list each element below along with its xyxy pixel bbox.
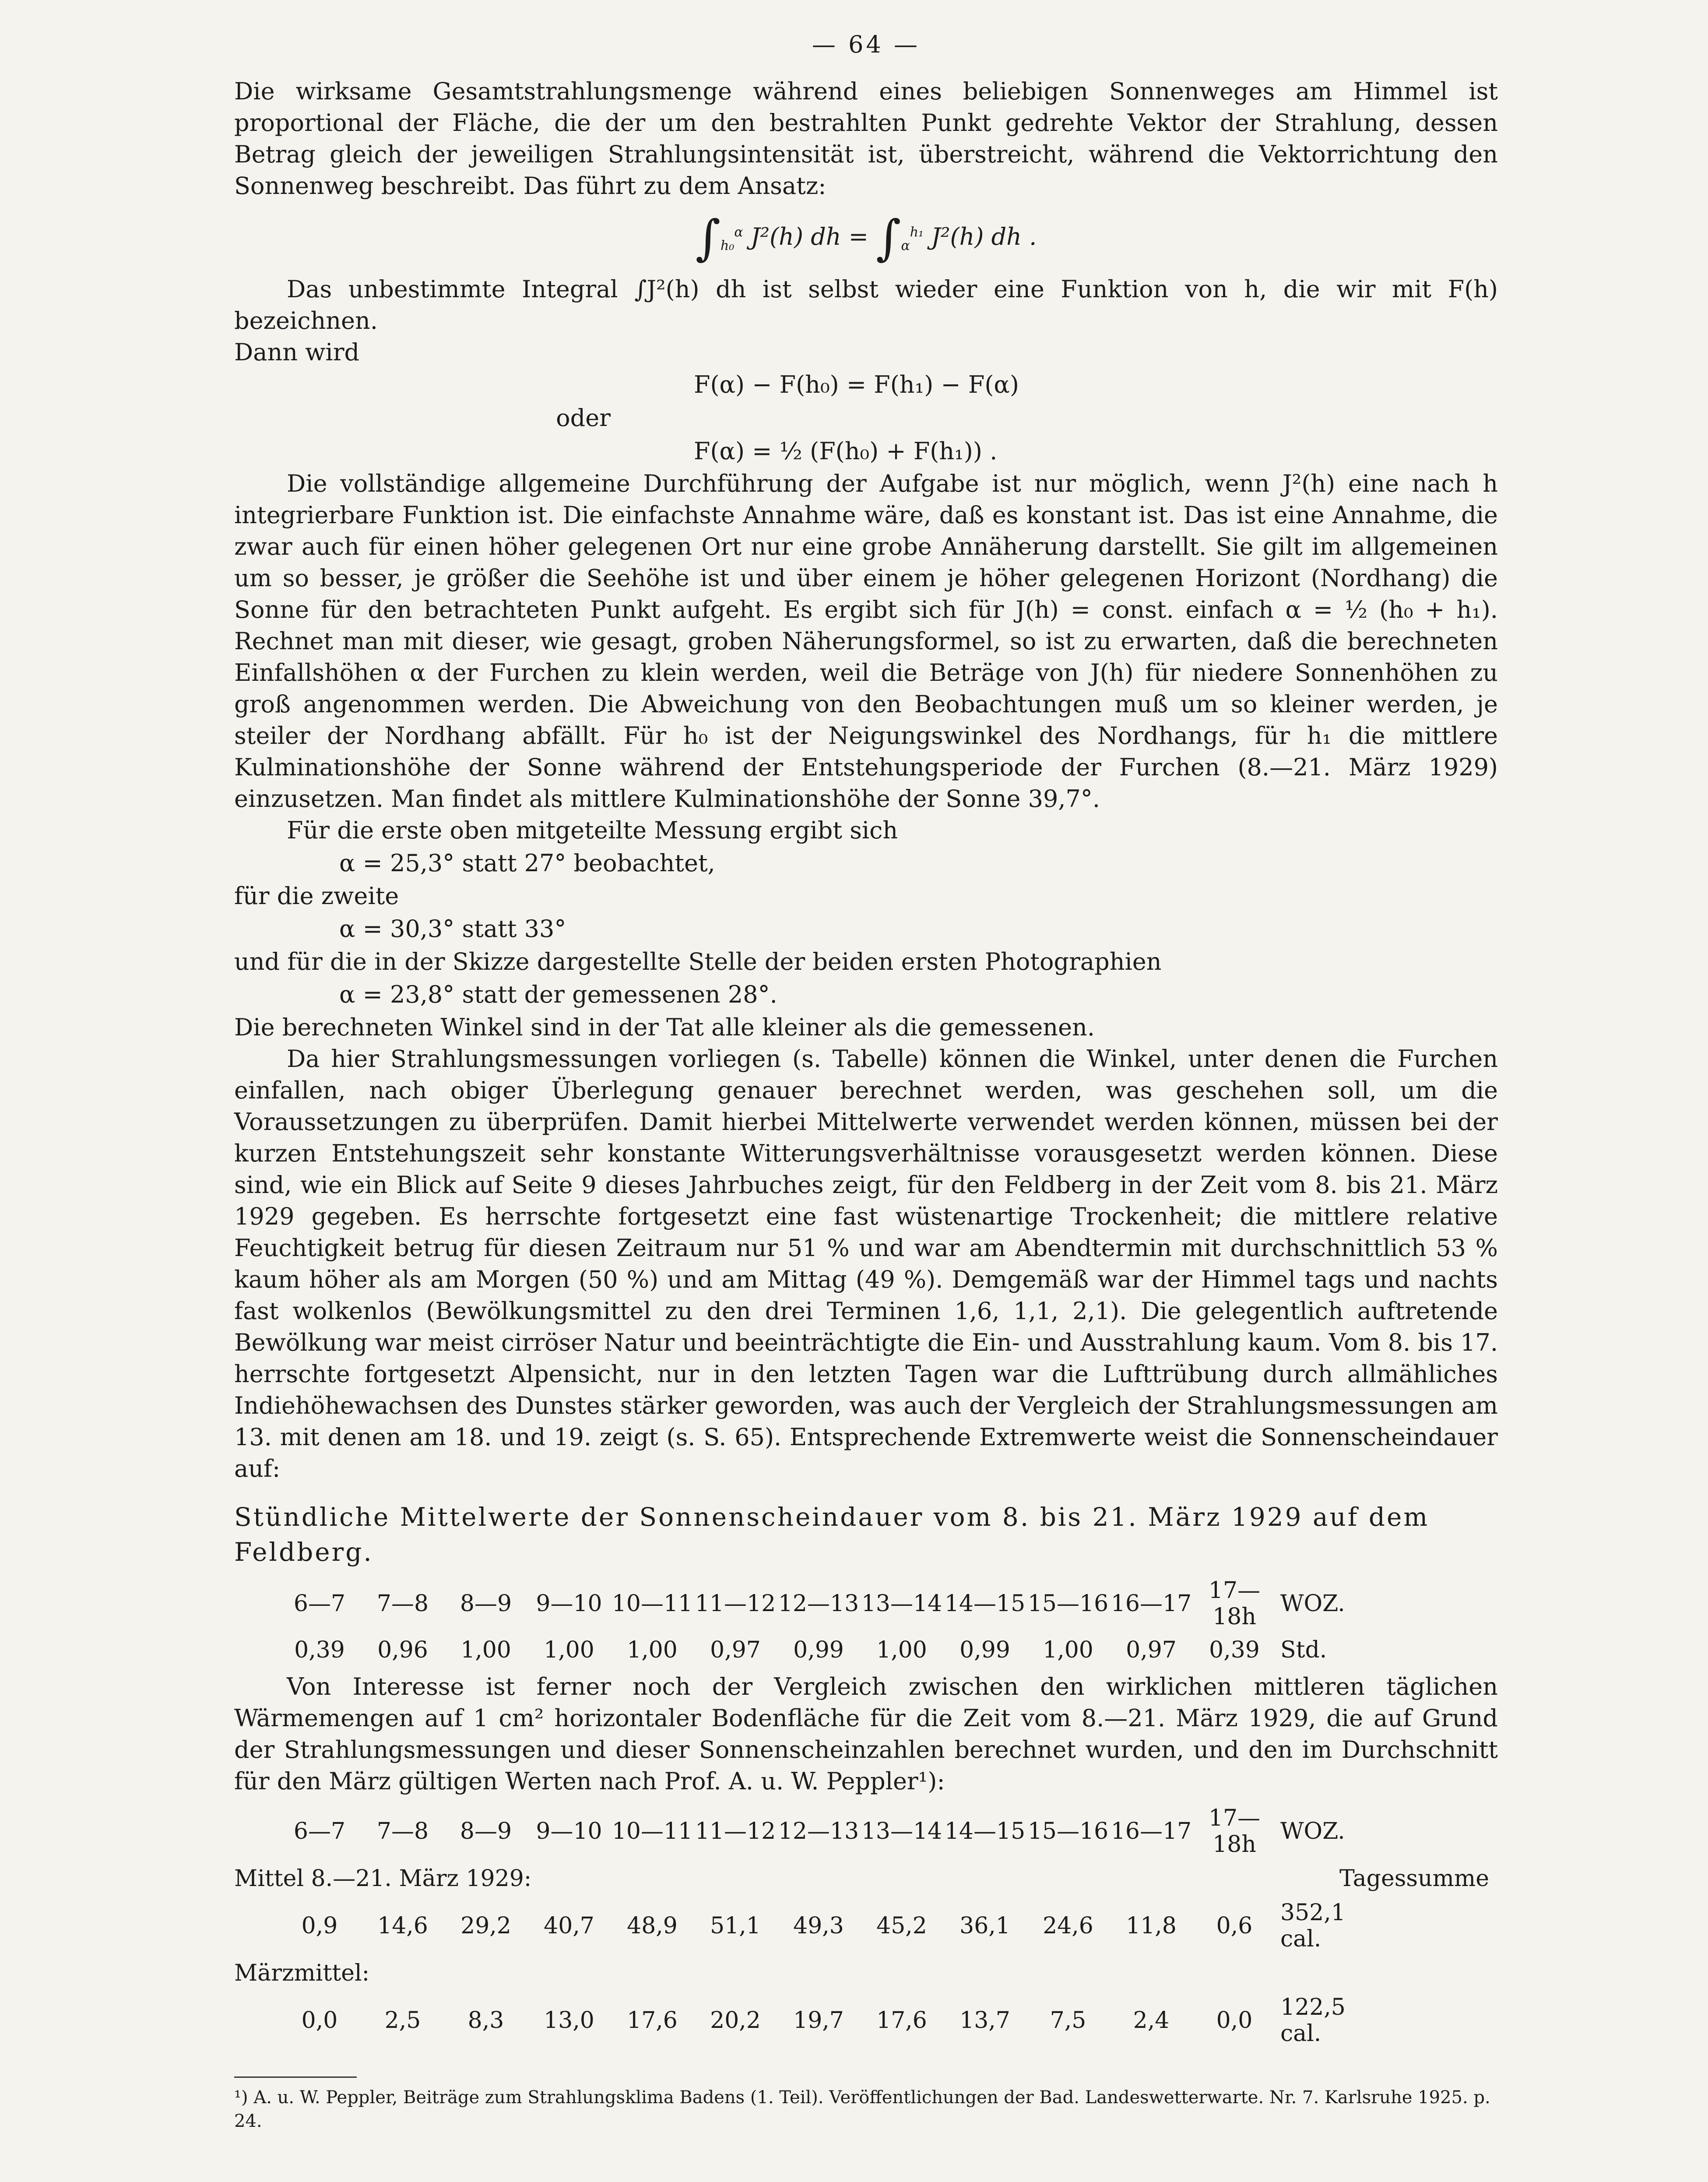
mittel-value-cell: 51,1 <box>710 1913 761 1939</box>
mittel-value-cell: 0,9 <box>301 1913 338 1939</box>
paragraph-3: Die vollständige allgemeine Durchführung der Aufgabe ist nur möglich, wenn J²(h) eine nach h integrierbare Funktion ist. Die einfachste Annahme wäre, daß es konstant ist. Das ist eine Annahme, die zwar auch für einen höher gelegenen Ort nur eine grobe Annäherung darstellt. Sie gilt im allgemeinen um so besser, je größer die Seehöhe ist und über einem je höher gelegenen Horizont (Nordhang) die Sonne für den betrachteten Punkt aufgeht. Es ergibt sich für J(h) = const. einfach α = ½ (h₀ + h₁). Rechnet man mit dieser, wie gesagt, groben Näherungsformel, so ist zu erwarten, daß die berechneten Einfallshöhen α der Furchen zu klein werden, weil die Beträge von J(h) für niedere Sonnenhöhen zu groß angenommen werden. Die Abweichung von den Beobachtungen muß um so kleiner werden, je steiler der Nordhang abfällt. Für h₀ ist der Neigungswinkel des Nordhangs, für h₁ die mittlere Kulminationshöhe der Sonne während der Entstehungsperiode der Furchen (8.—21. März 1929) einzusetzen. Man findet als mittlere Kulminationshöhe der Sonne 39,7°. <box>234 470 1498 813</box>
heat-hour-cell: 6—7 <box>293 1818 346 1844</box>
mittel-label-row <box>234 1865 1498 1892</box>
paragraph-6: und für die in der Skizze dargestellte Stelle der beiden ersten Photographien <box>234 948 1162 975</box>
sunshine-hour-cell: 10—11 <box>612 1591 693 1617</box>
sunshine-value-cell: 1,00 <box>460 1637 511 1663</box>
paragraph-1: Die wirksame Gesamtstrahlungsmenge während eines beliebigen Sonnenweges am Himmel ist proportional der Fläche, die der um den bestrahlten Punkt gedrehte Vektor der Strahlung, dessen Betrag gleich der jeweiligen Strahlungsintensität ist, überstreicht, während die Vektorrichtung den Sonnenweg beschreibt. Das führt zu dem Ansatz: <box>234 77 1498 200</box>
value-3: α = 23,8° statt der gemessenen 28°. <box>339 981 777 1008</box>
equation-or: oder <box>556 404 611 432</box>
maerz-label: Märzmittel: <box>234 1960 370 1986</box>
maerz-value-cell: 2,4 <box>1133 2007 1170 2034</box>
table-heading-sunshine: Stündliche Mittelwerte der Sonnenscheindauer vom 8. bis 21. März 1929 auf dem Feldberg. <box>234 1502 1430 1567</box>
maerz-table <box>278 1991 1350 2050</box>
maerz-value-cell: 19,7 <box>793 2007 844 2034</box>
equation-1: $\int_{h_0}^\alpha$ J²(h) dh = $\int_\alpha^{h_1}$ J²(h) dh . <box>695 210 1037 266</box>
sunshine-value-cell: 0,99 <box>959 1637 1010 1663</box>
sunshine-hours-row <box>278 1574 1350 1633</box>
sunshine-value-cell: 0,97 <box>1126 1637 1177 1663</box>
paragraph-4: Für die erste oben mitgeteilte Messung ergibt sich <box>287 816 898 844</box>
page-number: — 64 — <box>812 31 921 58</box>
heat-hour-cell: 8—9 <box>460 1818 512 1844</box>
sunshine-value-cell: 1,00 <box>876 1637 927 1663</box>
sunshine-value-cell: 1,00 <box>544 1637 594 1663</box>
footnote-rule <box>234 2076 357 2078</box>
maerz-value-cell: 8,3 <box>467 2007 504 2034</box>
maerz-value-cell: 13,0 <box>544 2007 594 2034</box>
mittel-value-unit: 352,1 cal. <box>1280 1900 1346 1952</box>
maerz-value-cell: 13,7 <box>959 2007 1010 2034</box>
heat-table <box>278 1802 1350 1861</box>
maerz-value-cell: 2,5 <box>384 2007 421 2034</box>
heat-hours-row <box>278 1802 1350 1861</box>
equation-3: F(α) = ½ (F(h₀) + F(h₁)) . <box>694 437 998 465</box>
sunshine-hour-cell: 8—9 <box>460 1591 512 1617</box>
paragraph-9: Von Interesse ist ferner noch der Vergleich zwischen den wirklichen mittleren täglichen Wärmemengen auf 1 cm² horizontaler Bodenfläche für die Zeit vom 8.—21. März 1929, die auf Grund der Strahlungsmessungen und dieser Sonnenscheinzahlen berechnet wurden, und den im Durchschnitt für den März gültigen Werten nach Prof. A. u. W. Peppler¹): <box>234 1673 1498 1795</box>
mittel-label: Mittel 8.—21. März 1929: <box>234 1865 532 1892</box>
sunshine-hour-cell: 13—14 <box>861 1591 942 1617</box>
mittel-value-cell: 29,2 <box>460 1913 511 1939</box>
value-1: α = 25,3° statt 27° beobachtet, <box>339 849 715 877</box>
sunshine-hour-cell: 16—17 <box>1111 1591 1192 1617</box>
mittel-value-cell: 0,6 <box>1216 1913 1253 1939</box>
equation-2: F(α) − F(h₀) = F(h₁) − F(α) <box>694 371 1019 398</box>
heat-hour-cell: 17—18h <box>1208 1805 1261 1858</box>
heat-hour-cell: 12—13 <box>778 1818 859 1844</box>
sunshine-hour-cell: 9—10 <box>536 1591 602 1617</box>
tagessumme-label: Tagessumme <box>1339 1865 1489 1892</box>
sunshine-hour-cell: 17—18h <box>1208 1577 1261 1630</box>
heat-hour-cell: 9—10 <box>536 1818 602 1844</box>
paragraph-8: Da hier Strahlungsmessungen vorliegen (s. Tabelle) können die Winkel, unter denen die Furchen einfallen, nach obiger Überlegung genauer berechnet werden, was geschehen soll, um die Voraussetzungen zu überprüfen. Damit hierbei Mittelwerte verwendet werden können, müssen bei der kurzen Entstehungszeit sehr konstante Witterungsverhältnisse vorausgesetzt werden können. Diese sind, wie ein Blick auf Seite 9 dieses Jahrbuches zeigt, für den Feldberg in der Zeit vom 8. bis 21. März 1929 gegeben. Es herrschte fortgesetzt eine fast wüstenartige Trockenheit; die mittlere relative Feuchtigkeit betrug für diesen Zeitraum nur 51 % und war am Abendtermin mit durchschnittlich 53 % kaum höher als am Morgen (50 %) und am Mittag (49 %). Demgemäß war der Himmel tags und nachts fast wolkenlos (Bewölkungsmittel zu den drei Terminen 1,6, 1,1, 2,1). Die gelegentlich auftretende Bewölkung war meist cirröser Natur und beeinträchtigte die Ein- und Ausstrahlung kaum. Vom 8. bis 17. herrschte fortgesetzt Alpensicht, nur in den letzten Tagen war die Lufttrübung durch allmähliches Indiehöhewachsen des Dunstes stärker geworden, was auch der Vergleich der Strahlungsmessungen am 13. mit denen am 18. und 19. zeigt (s. S. 65). Entsprechende Extremwerte weist die Sonnenscheindauer auf: <box>234 1045 1498 1482</box>
maerz-value-cell: 0,0 <box>301 2007 338 2034</box>
sunshine-value-cell: 0,39 <box>294 1637 345 1663</box>
mittel-value-cell: 24,6 <box>1043 1913 1093 1939</box>
heat-hour-cell: 15—16 <box>1027 1818 1109 1844</box>
value-2: α = 30,3° statt 33° <box>339 915 566 943</box>
sunshine-hour-cell: 12—13 <box>778 1591 859 1617</box>
heat-hour-unit: WOZ. <box>1280 1818 1345 1844</box>
mittel-value-cell: 48,9 <box>627 1913 678 1939</box>
mittel-value-cell: 45,2 <box>876 1913 927 1939</box>
heat-hour-cell: 7—8 <box>376 1818 429 1844</box>
maerz-values-row <box>278 1991 1350 2050</box>
paragraph-2: Das unbestimmte Integral ∫J²(h) dh ist selbst wieder eine Funktion von h, die wir mit F(h) bezeichnen. <box>234 275 1498 334</box>
mittel-values-row <box>278 1896 1350 1956</box>
maerz-value-cell: 0,0 <box>1216 2007 1253 2034</box>
paragraph-7: Die berechneten Winkel sind in der Tat alle kleiner als die gemessenen. <box>234 1014 1095 1041</box>
maerz-value-unit: 122,5 cal. <box>1280 1994 1346 2047</box>
sunshine-hour-cell: 15—16 <box>1027 1591 1109 1617</box>
sunshine-hour-cell: 7—8 <box>376 1591 429 1617</box>
sunshine-value-cell: 1,00 <box>627 1637 678 1663</box>
heat-hour-cell: 16—17 <box>1111 1818 1192 1844</box>
sunshine-hour-unit: WOZ. <box>1280 1591 1345 1617</box>
maerz-value-cell: 20,2 <box>710 2007 761 2034</box>
mittel-value-cell: 40,7 <box>544 1913 594 1939</box>
sunshine-value-cell: 0,97 <box>710 1637 761 1663</box>
sunshine-value-cell: 0,96 <box>377 1637 428 1663</box>
mittel-value-cell: 36,1 <box>959 1913 1010 1939</box>
mittel-value-cell: 49,3 <box>793 1913 844 1939</box>
paragraph-5: für die zweite <box>234 882 399 910</box>
maerz-value-cell: 7,5 <box>1050 2007 1086 2034</box>
sunshine-values-row <box>278 1633 1350 1667</box>
mittel-value-cell: 14,6 <box>377 1913 428 1939</box>
sunshine-value-cell: 1,00 <box>1043 1637 1093 1663</box>
heat-hour-cell: 10—11 <box>612 1818 693 1844</box>
sunshine-value-unit: Std. <box>1280 1637 1327 1663</box>
mittel-value-cell: 11,8 <box>1126 1913 1177 1939</box>
sunshine-hour-cell: 6—7 <box>293 1591 346 1617</box>
maerz-value-cell: 17,6 <box>876 2007 927 2034</box>
sunshine-hour-cell: 11—12 <box>695 1591 776 1617</box>
paragraph-2b: Dann wird <box>234 338 360 366</box>
heat-hour-cell: 13—14 <box>861 1818 942 1844</box>
heat-hour-cell: 11—12 <box>695 1818 776 1844</box>
footnote: ¹) A. u. W. Peppler, Beiträge zum Strahlungsklima Badens (1. Teil). Veröffentlichungen der Bad. Landeswetterwarte. Nr. 7. Karlsruhe 1925. p. 24. <box>234 2087 1490 2131</box>
sunshine-table <box>278 1574 1350 1667</box>
sunshine-value-cell: 0,99 <box>793 1637 844 1663</box>
maerz-value-cell: 17,6 <box>627 2007 678 2034</box>
sunshine-value-cell: 0,39 <box>1209 1637 1260 1663</box>
heat-hour-cell: 14—15 <box>944 1818 1026 1844</box>
mittel-table <box>278 1896 1350 1956</box>
sunshine-hour-cell: 14—15 <box>944 1591 1026 1617</box>
